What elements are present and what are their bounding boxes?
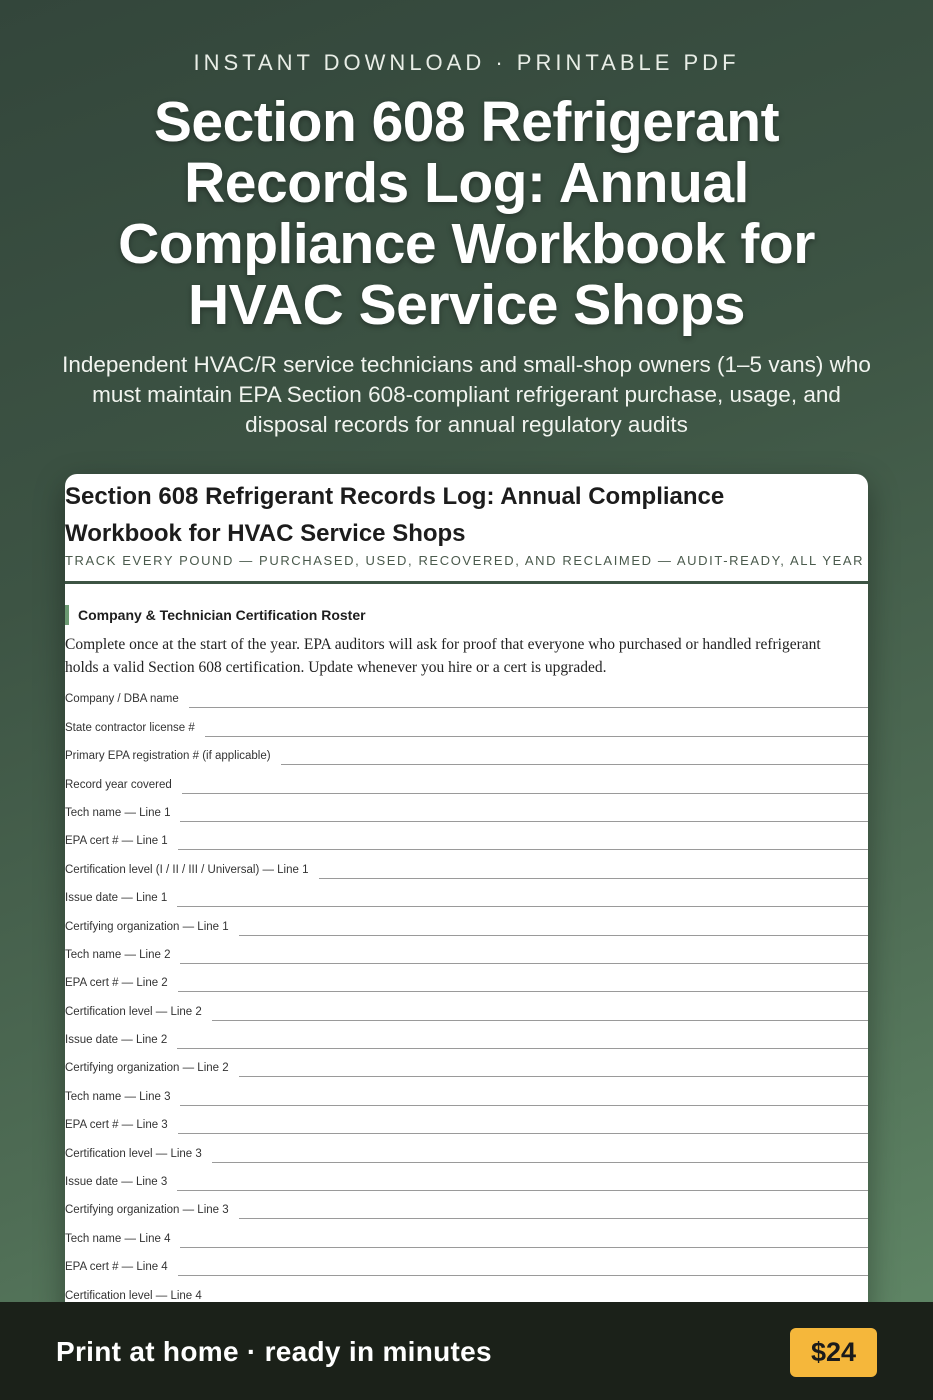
footer-text: Print at home · ready in minutes	[56, 1336, 492, 1367]
field-blank-line	[178, 1275, 868, 1276]
document-title: Section 608 Refrigerant Records Log: Annual Compliance Workbook for HVAC Service Shops	[65, 483, 725, 547]
document-tagline: TRACK EVERY POUND — PURCHASED, USED, RECOVERED, AND RECLAIMED — AUDIT-READY, ALL YEAR	[65, 553, 865, 568]
field-blank-line	[177, 1190, 868, 1191]
field-blank-line	[239, 1076, 868, 1077]
field-blank-line	[180, 1105, 868, 1106]
document-preview	[65, 474, 868, 1334]
field-label: Certifying organization — Line 1	[65, 920, 229, 933]
field-label: Primary EPA registration # (if applicable)	[65, 750, 271, 763]
field-blank-line	[212, 1162, 868, 1163]
footer-bar	[0, 1302, 933, 1400]
field-blank-line	[178, 1133, 868, 1134]
field-blank-line	[180, 821, 868, 822]
form-field	[65, 1163, 868, 1191]
form-field	[65, 1276, 868, 1304]
form-field	[65, 936, 868, 964]
field-label: Certifying organization — Line 3	[65, 1204, 229, 1217]
field-label: Tech name — Line 4	[65, 1232, 171, 1245]
field-blank-line	[189, 707, 868, 708]
eyebrow: INSTANT DOWNLOAD · PRINTABLE PDF	[193, 50, 740, 75]
field-label: EPA cert # — Line 3	[65, 1119, 168, 1132]
field-blank-line	[177, 1048, 868, 1049]
form-field	[65, 794, 868, 822]
field-blank-line	[177, 906, 868, 907]
field-label: EPA cert # — Line 4	[65, 1261, 168, 1274]
form-field	[65, 850, 868, 878]
field-label: Issue date — Line 2	[65, 1034, 168, 1047]
field-label: Certification level — Line 2	[65, 1005, 202, 1018]
field-blank-line	[239, 935, 868, 936]
form-field	[65, 1049, 868, 1077]
price-badge[interactable]: $24	[790, 1328, 877, 1377]
form-field	[65, 708, 868, 736]
form-field	[65, 680, 868, 708]
form-field	[65, 1106, 868, 1134]
field-blank-line	[239, 1218, 868, 1219]
field-label: Certification level (I / II / III / Universal) — Line 1	[65, 863, 309, 876]
field-label: Company / DBA name	[65, 693, 179, 706]
section-heading: Company & Technician Certification Roster	[65, 605, 366, 625]
document-divider	[65, 581, 868, 584]
field-blank-line	[180, 1247, 868, 1248]
form-field	[65, 879, 868, 907]
section-description: Complete once at the start of the year. EPA auditors will ask for proof that everyone who purchased or handled refrigerant holds a valid Section 608 certification. Update whenever you hire or a cert is upgraded.	[65, 636, 821, 676]
field-label: Tech name — Line 1	[65, 806, 171, 819]
product-title: Section 608 Refrigerant Records Log: Annual Compliance Workbook for HVAC Service Shops	[118, 90, 815, 337]
field-label: Issue date — Line 3	[65, 1176, 168, 1189]
field-blank-line	[182, 793, 868, 794]
form-field	[65, 1077, 868, 1105]
field-label: Certification level — Line 4	[65, 1289, 202, 1302]
form-field	[65, 992, 868, 1020]
form-field	[65, 964, 868, 992]
form-field	[65, 737, 868, 765]
field-label: Tech name — Line 3	[65, 1090, 171, 1103]
form-field	[65, 1021, 868, 1049]
field-blank-line	[178, 991, 868, 992]
field-label: EPA cert # — Line 1	[65, 835, 168, 848]
form-field	[65, 822, 868, 850]
form-field	[65, 1191, 868, 1219]
field-blank-line	[180, 963, 868, 964]
form-field	[65, 1219, 868, 1247]
field-blank-line	[212, 1020, 868, 1021]
form-field	[65, 1134, 868, 1162]
field-label: Tech name — Line 2	[65, 948, 171, 961]
product-subtitle: Independent HVAC/R service technicians and small-shop owners (1–5 vans) who must maintain EPA Section 608-compliant refrigerant purchase, usage, and disposal records for annual regulatory audits	[62, 352, 871, 437]
field-blank-line	[178, 849, 868, 850]
field-label: Issue date — Line 1	[65, 892, 168, 905]
field-blank-line	[205, 736, 868, 737]
field-blank-line	[281, 764, 868, 765]
form-field	[65, 1248, 868, 1276]
field-label: Certification level — Line 3	[65, 1147, 202, 1160]
field-label: State contractor license #	[65, 721, 195, 734]
field-blank-line	[319, 878, 869, 879]
field-label: EPA cert # — Line 2	[65, 977, 168, 990]
form-field	[65, 907, 868, 935]
field-label: Record year covered	[65, 778, 172, 791]
field-label: Certifying organization — Line 2	[65, 1062, 229, 1075]
form-field	[65, 765, 868, 793]
form-fields	[65, 680, 868, 1305]
